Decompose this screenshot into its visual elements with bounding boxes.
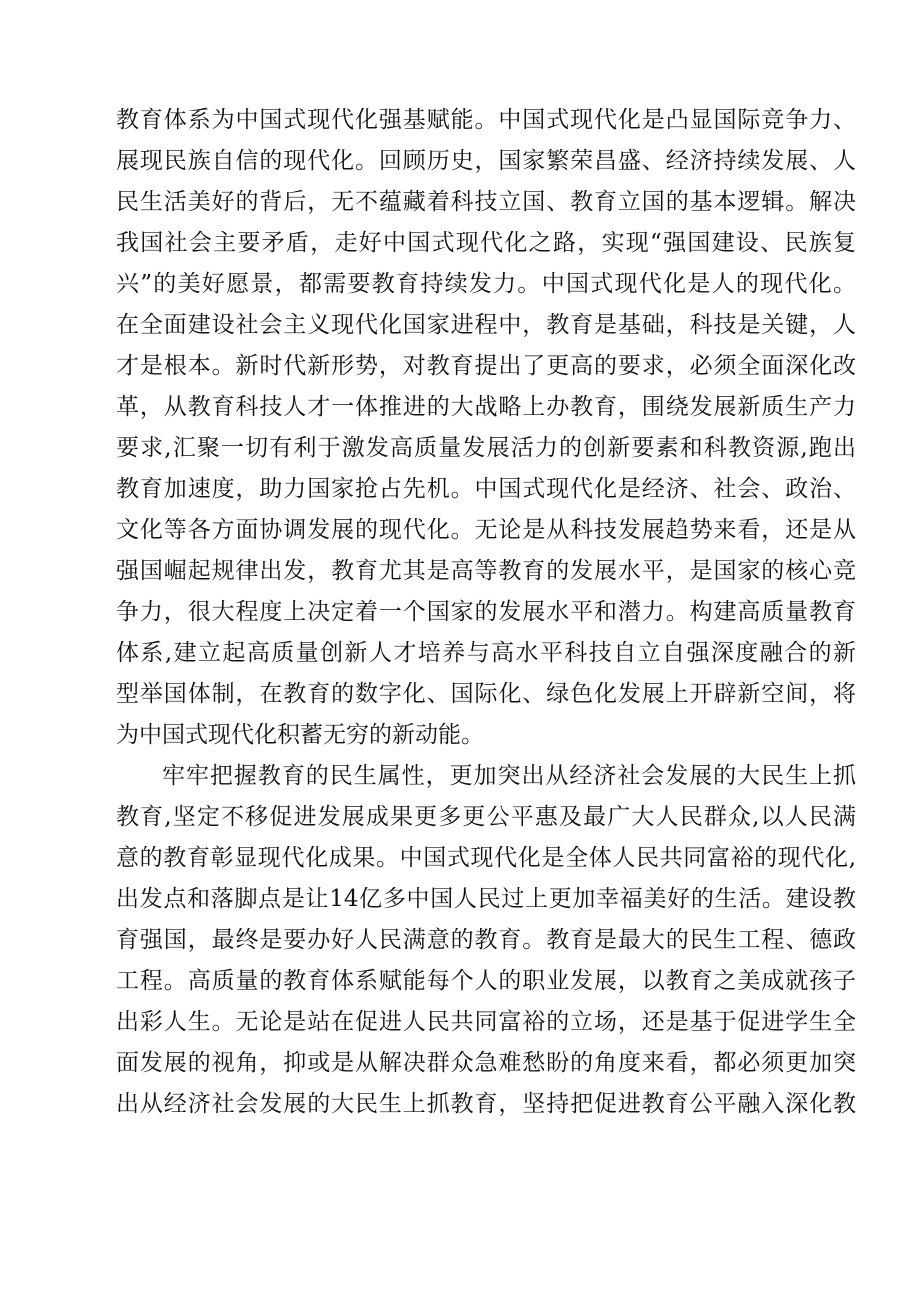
body-text — [116, 100, 856, 1125]
text-line: 教育体系为中国式现代化强基赋能。中国式现代化是凸显国际竞争力、 — [116, 107, 856, 133]
text-line: 体系,建立起高质量创新人才培养与高水平科技自立自强深度融合的新 — [116, 640, 856, 666]
text-line: 强国崛起规律出发，教育尤其是高等教育的发展水平，是国家的核心竞 — [116, 558, 856, 584]
paragraph-2 — [116, 756, 856, 1125]
text-line: 型举国体制，在教育的数字化、国际化、绿色化发展上开辟新空间，将 — [116, 681, 856, 707]
text-line: 为中国式现代化积蓄无穷的新动能。 — [116, 722, 484, 748]
text-line: 展现民族自信的现代化。回顾历史，国家繁荣昌盛、经济持续发展、人 — [116, 148, 856, 174]
text-line: 兴”的美好愿景，都需要教育持续发力。中国式现代化是人的现代化。 — [116, 271, 856, 297]
text-line: 教育加速度，助力国家抢占先机。中国式现代化是经济、社会、政治、 — [116, 476, 856, 502]
text-line: 出彩人生。无论是站在促进人民共同富裕的立场，还是基于促进学生全 — [116, 1009, 856, 1035]
text-line: 出从经济社会发展的大民生上抓教育，坚持把促进教育公平融入深化教 — [116, 1091, 856, 1117]
text-line: 工程。高质量的教育体系赋能每个人的职业发展，以教育之美成就孩子 — [116, 968, 856, 994]
text-line: 才是根本。新时代新形势，对教育提出了更高的要求，必须全面深化改 — [116, 353, 856, 379]
paragraph-1 — [116, 100, 856, 756]
text-line: 育强国，最终是要办好人民满意的教育。教育是最大的民生工程、德政 — [116, 927, 856, 953]
text-line: 意的教育彰显现代化成果。中国式现代化是全体人民共同富裕的现代化, — [116, 845, 856, 871]
text-line: 革，从教育科技人才一体推进的大战略上办教育，围绕发展新质生产力 — [116, 394, 856, 420]
text-line: 面发展的视角，抑或是从解决群众急难愁盼的角度来看，都必须更加突 — [116, 1050, 856, 1076]
text-line: 要求,汇聚一切有利于激发高质量发展活力的创新要素和科教资源,跑出 — [116, 435, 856, 461]
text-line: 我国社会主要矛盾，走好中国式现代化之路，实现“强国建设、民族复 — [116, 230, 856, 256]
text-line: 出发点和落脚点是让14亿多中国人民过上更加幸福美好的生活。建设教 — [116, 886, 856, 912]
text-line: 文化等各方面协调发展的现代化。无论是从科技发展趋势来看，还是从 — [116, 517, 856, 543]
text-line: 争力，很大程度上决定着一个国家的发展水平和潜力。构建高质量教育 — [116, 599, 856, 625]
text-line: 在全面建设社会主义现代化国家进程中，教育是基础，科技是关键，人 — [116, 312, 856, 338]
text-line: 民生活美好的背后，无不蕴藏着科技立国、教育立国的基本逻辑。解决 — [116, 189, 856, 215]
text-line: 牢牢把握教育的民生属性，更加突出从经济社会发展的大民生上抓 — [162, 763, 856, 789]
text-line: 教育,坚定不移促进发展成果更多更公平惠及最广大人民群众,以人民满 — [116, 804, 856, 830]
